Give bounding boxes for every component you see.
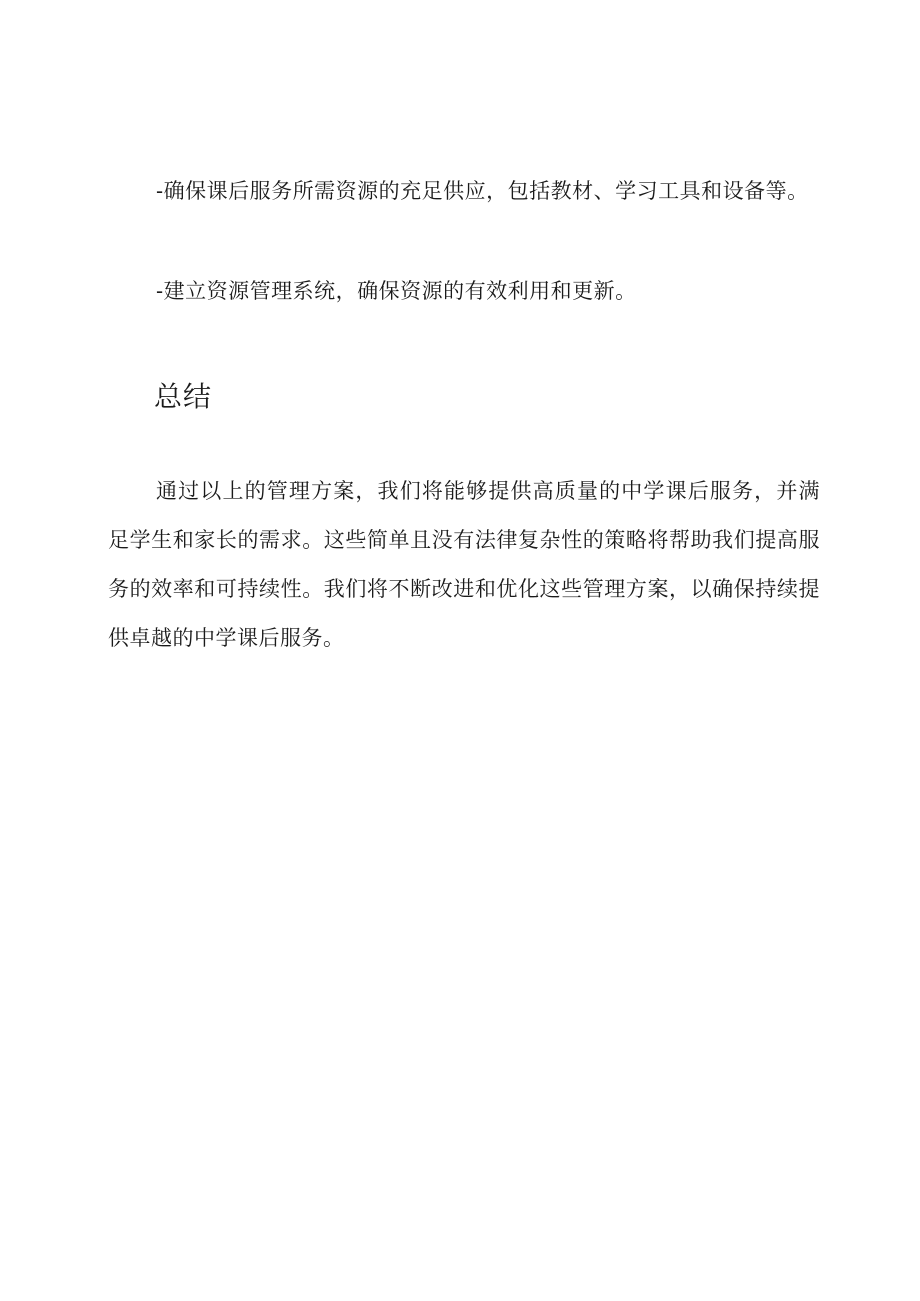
resource-bullet-management-system: -建立资源管理系统，确保资源的有效利用和更新。 (156, 279, 637, 303)
resource-bullet-supply: -确保课后服务所需资源的充足供应，包括教材、学习工具和设备等。 (156, 179, 809, 203)
summary-heading: 总结 (154, 380, 213, 413)
summary-paragraph: 通过以上的管理方案，我们将能够提供高质量的中学课后服务，并满足学生和家长的需求。这些简单且没有法律复杂性的策略将帮助我们提高服务的效率和可持续性。我们将不断改进和优化这些管理方案，以确保持续提供卓越的中学课后服务。 (108, 479, 820, 650)
